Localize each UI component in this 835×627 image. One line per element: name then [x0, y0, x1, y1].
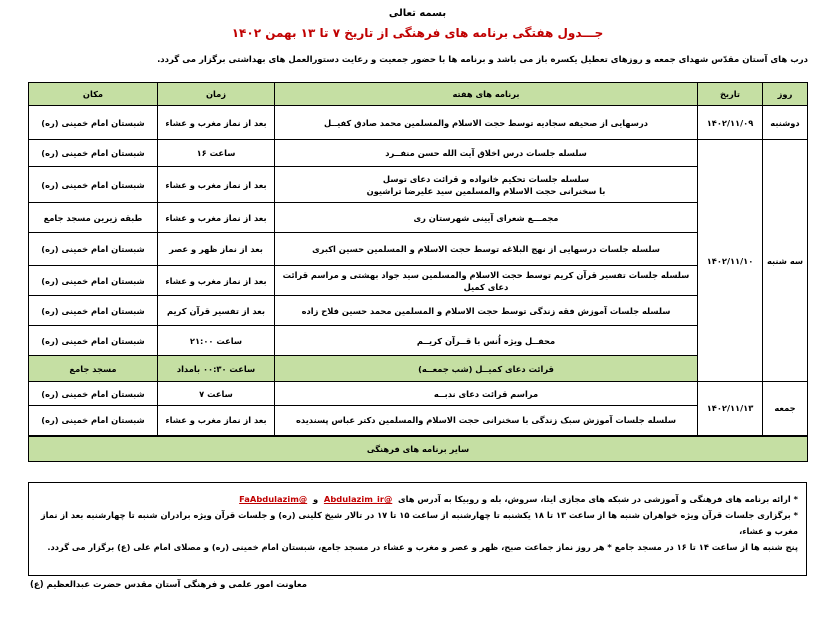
col-header-program: برنامه های هفته: [275, 83, 698, 106]
table-row: [29, 356, 808, 382]
program-cell: مراسم قرائت دعای ندبــه: [275, 382, 698, 406]
section-title: سایر برنامه های فرهنگی: [29, 436, 808, 462]
date-cell: ۱۴۰۲/۱۱/۱۳: [698, 382, 763, 436]
time-cell: بعد از نماز ظهر و عصر: [158, 233, 275, 266]
time-cell: بعد از نماز مغرب و عشاء: [158, 266, 275, 296]
col-header-date: تاریخ: [698, 83, 763, 106]
program-cell: درسهایی از صحیفه سجادیه توسط حجت الاسلام والمسلمین محمد صادق کفیــل: [275, 106, 698, 140]
place-cell: شبستان امام خمینی (ره): [29, 266, 158, 296]
schedule-table: [28, 82, 808, 462]
bismillah-heading: بسمه تعالی: [388, 8, 447, 19]
time-cell: ساعت ۱۶: [158, 140, 275, 167]
program-cell: قرائت دعای کمیــل (شب جمعــه): [275, 356, 698, 382]
place-cell: شبستان امام خمینی (ره): [29, 406, 158, 436]
place-cell: شبستان امام خمینی (ره): [29, 233, 158, 266]
program-cell: سلسله جلسات درس اخلاق آیت الله حسن منفــرد: [275, 140, 698, 167]
table-header-row: [29, 83, 808, 106]
time-cell: ساعت ۲۱:۰۰: [158, 326, 275, 356]
place-cell: شبستان امام خمینی (ره): [29, 382, 158, 406]
table-row: [29, 326, 808, 356]
table-row: [29, 106, 808, 140]
time-cell: بعد از تفسیر قرآن کریم: [158, 296, 275, 326]
table-row: [29, 266, 808, 296]
time-cell: ساعت ۷: [158, 382, 275, 406]
page-title: جـــدول هفتگی برنامه های فرهنگی از تاریخ ۷ تا ۱۳ بهمن ۱۴۰۲: [231, 26, 604, 40]
handle-abdulazim-ir[interactable]: @Abdulazim_ir: [323, 494, 393, 504]
time-cell: بعد از نماز مغرب و عشاء: [158, 167, 275, 203]
day-cell: دوشنبه: [763, 106, 808, 140]
place-cell: شبستان امام خمینی (ره): [29, 106, 158, 140]
table-row: [29, 233, 808, 266]
notes-and: و: [312, 494, 319, 504]
table-row: [29, 203, 808, 233]
col-header-place: مکان: [29, 83, 158, 106]
col-header-time: زمان: [158, 83, 275, 106]
notes-line-2: * برگزاری جلسات قرآن ویژه خواهران شنبه ها از ساعت ۱۳ تا ۱۸ یکشنبه تا چهارشنبه از ساعت ۱۵ تا ۱۷ در تالار شیخ کلینی (ره) و جلسات قرآن ویژه برادران شنبه تا چهارشنبه بعد از نماز مغرب و عشاء،: [40, 510, 798, 536]
table-row: [29, 296, 808, 326]
notes-box: [28, 482, 807, 576]
program-cell: سلسله جلسات آموزش فقه زندگی توسط حجت الاسلام و المسلمین محمد حسین فلاح زاده: [275, 296, 698, 326]
time-cell: ساعت ۰۰:۳۰ بامداد: [158, 356, 275, 382]
place-cell: مسجد جامع: [29, 356, 158, 382]
section-header-row: [29, 436, 808, 462]
day-cell: جمعه: [763, 382, 808, 436]
program-line: سلسله جلسات تحکیم خانواده و قرائت دعای توسل: [382, 173, 590, 184]
place-cell: شبستان امام خمینی (ره): [29, 140, 158, 167]
table-row: [29, 406, 808, 436]
col-header-day: روز: [763, 83, 808, 106]
notes-line-1: [37, 491, 798, 507]
program-cell: محفــل ویژه اُنس با قــرآن کریــم: [275, 326, 698, 356]
notes-line-3: پنج شنبه ها از ساعت ۱۴ تا ۱۶ در مسجد جامع * هر روز نماز جماعت صبح، ظهر و عصر و مغرب و عشاء در مسجد جامع، شبستان امام خمینی (ره) و مصلای امام علی (ع) برگزار می گردد.: [47, 542, 798, 552]
place-cell: شبستان امام خمینی (ره): [29, 296, 158, 326]
notes-line-1-text: * ارائه برنامه های فرهنگی و آموزشی در شبکه های مجازی ایتا، سروش، بله و روبیکا به آدرس های: [398, 494, 798, 504]
place-cell: طبقه زیرین مسجد جامع: [29, 203, 158, 233]
handle-faabdulazim[interactable]: @FaAbdulazim: [239, 494, 308, 504]
program-line: با سخنرانی حجت الاسلام والمسلمین سید علیرضا تراشیون: [366, 185, 606, 196]
time-cell: بعد از نماز مغرب و عشاء: [158, 106, 275, 140]
program-cell: سلسله جلسات درسهایی از نهج البلاغه توسط حجت الاسلام و المسلمین حسین اکبری: [275, 233, 698, 266]
time-cell: بعد از نماز مغرب و عشاء: [158, 406, 275, 436]
place-cell: شبستان امام خمینی (ره): [29, 326, 158, 356]
day-cell: سه شنبه: [763, 140, 808, 382]
footer-signature: معاونت امور علمی و فرهنگی آستان مقدس حضرت عبدالعظیم (ع): [30, 580, 307, 590]
date-cell: ۱۴۰۲/۱۱/۱۰: [698, 140, 763, 382]
table-row: [29, 382, 808, 406]
program-cell: [275, 167, 698, 203]
program-cell: سلسله جلسات آموزش سبک زندگی با سخنرانی حجت الاسلام والمسلمین دکتر عباس پسندیده: [275, 406, 698, 436]
place-cell: شبستان امام خمینی (ره): [29, 167, 158, 203]
program-cell: سلسله جلسات تفسیر قرآن کریم توسط حجت الاسلام والمسلمین سید جواد بهشتی و مراسم قرائت دعای کمیل: [275, 266, 698, 296]
date-cell: ۱۴۰۲/۱۱/۰۹: [698, 106, 763, 140]
intro-text: درب های آستان مقدّس شهدای جمعه و روزهای تعطیل یکسره باز می باشد و برنامه ها با حضور جمعیت و رعایت دستورالعمل های بهداشتی برگزار می گردد.: [157, 55, 808, 65]
program-cell: مجمـــع شعرای آیینی شهرستان ری: [275, 203, 698, 233]
time-cell: بعد از نماز مغرب و عشاء: [158, 203, 275, 233]
table-row: [29, 167, 808, 203]
table-row: [29, 140, 808, 167]
